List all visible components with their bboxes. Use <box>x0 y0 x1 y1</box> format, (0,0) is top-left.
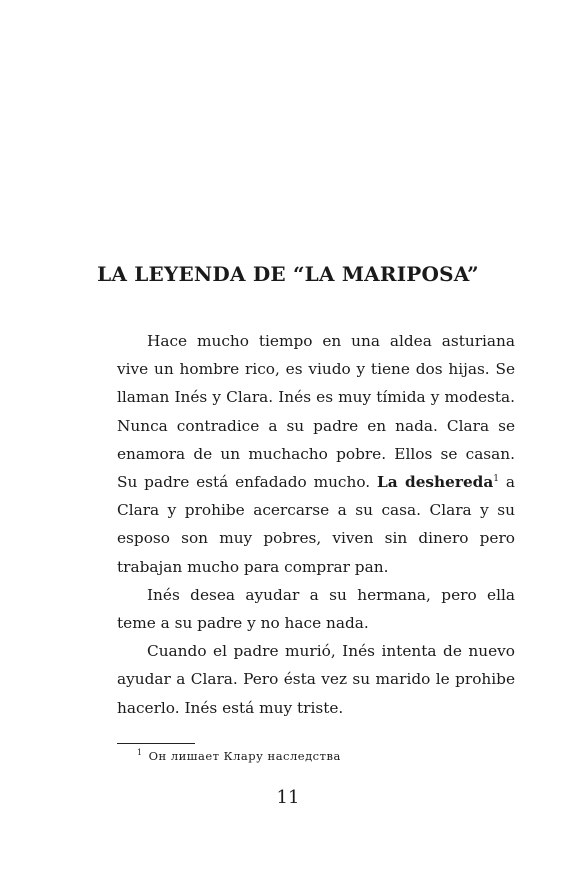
paragraph: Cuando el padre murió, Inés intenta de nuevo ayudar a Clara. Pero ésta vez su marido le prohibe hacerlo. Inés está muy triste. <box>117 642 515 717</box>
glossary-term: La deshereda <box>377 473 494 492</box>
footnote <box>137 749 341 763</box>
footnote-divider <box>117 743 195 744</box>
footnote-mark: 1 <box>137 748 143 758</box>
paragraph: Inés desea ayudar a su hermana, pero ella teme a su padre y no hace nada. <box>117 585 515 633</box>
footnote-reference: 1 <box>493 473 500 484</box>
paragraph-text: Hace mucho tiempo en una aldea asturiana vive un hombre rico, es viudo y tiene dos hijas. Se llaman Inés y Clara. Inés es muy tímida y modesta. Nunca contradice a su padre en nada. Clara se enamora de un muchacho pobre. Ellos se casan. Su padre está enfadado mucho. <box>117 332 515 492</box>
footnote-text: Он лишает Клару наследства <box>148 749 341 763</box>
paragraph-text-continued: a Clara y prohibe acercarse a su casa. Clara y su esposo son muy pobres, viven sin dinero pero trabajan mucho para comprar pan. <box>117 473 516 576</box>
body-text <box>117 327 515 722</box>
chapter-title: LA LEYENDA DE “LA MARIPOSA” <box>97 262 479 286</box>
paragraph <box>117 327 515 581</box>
page-number: 11 <box>276 787 300 808</box>
